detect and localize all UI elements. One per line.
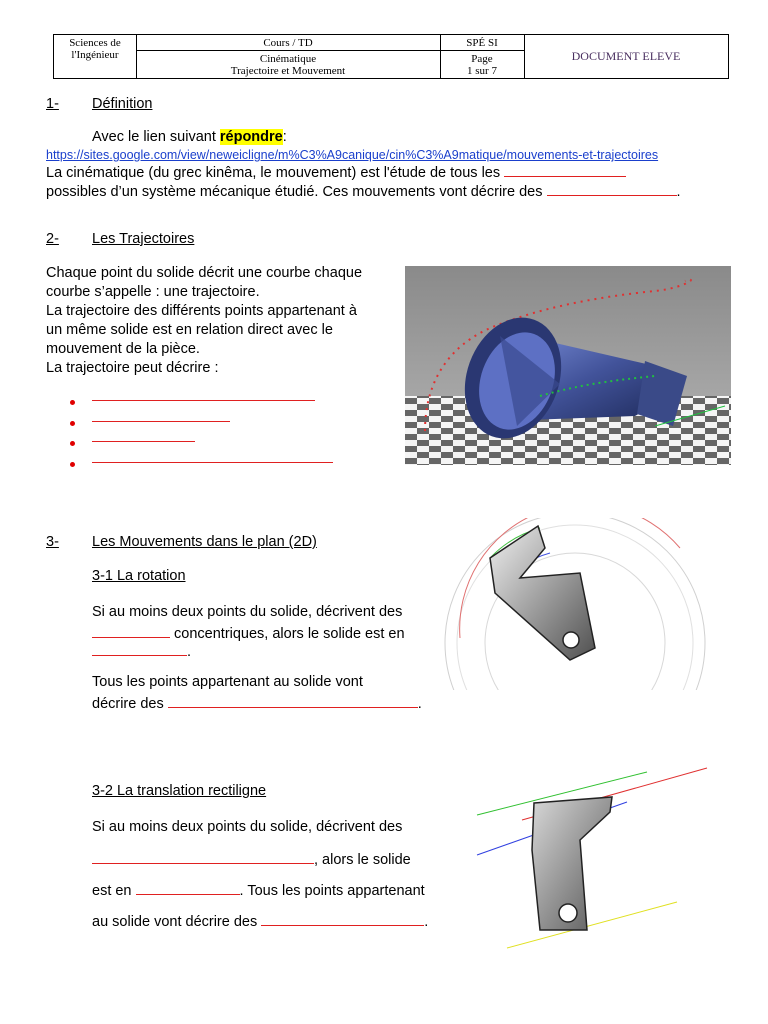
bullet [70, 441, 75, 446]
trajectory-text: Chaque point du solide décrit une courbe chaque courbe s’appelle : une trajectoire. La trajectoire des différents points appartenant à un même solide est en relation direct avec le mouvement de la pièce. La trajectoire peut décrire : [46, 265, 363, 376]
header-cours-td: Cours / TD [263, 37, 313, 49]
rotation-line2: concentriques, alors le solide est en [92, 623, 405, 644]
answer-blank[interactable] [504, 162, 626, 177]
header-page: Page 1 sur 7 [467, 53, 497, 77]
answer-blank[interactable] [92, 849, 314, 864]
bullet [70, 400, 75, 405]
answer-blank[interactable] [168, 693, 418, 708]
answer-blank[interactable] [92, 421, 230, 422]
section3-title: Les Mouvements dans le plan (2D) [92, 534, 317, 550]
header-spe: SPÉ SI [466, 37, 498, 49]
cone-trajectory-image [405, 266, 731, 465]
resource-link[interactable]: https://sites.google.com/view/neweicligne/m%C3%A9canique/cin%C3%A9matique/mouvements-et-trajectoires [46, 148, 659, 162]
bullet [70, 421, 75, 426]
answer-blank[interactable] [92, 400, 315, 401]
highlight-repondre: répondre [219, 129, 283, 145]
translation-line2: , alors le solide [92, 849, 411, 870]
answer-blank[interactable] [261, 911, 424, 926]
section1-line1: La cinématique (du grec kinêma, le mouvement) est l'étude de tous les [46, 162, 626, 183]
section1-line2: possibles d’un système mécanique étudié. Ces mouvements vont décrire des . [46, 181, 681, 202]
section1-title: Définition [92, 96, 153, 112]
translation-image [462, 760, 722, 960]
bullet [70, 462, 75, 467]
section2-title: Les Trajectoires [92, 231, 195, 247]
rotation-title: 3-1 La rotation [92, 568, 186, 584]
translation-line1: Si au moins deux points du solide, décrivent des [92, 819, 403, 835]
rotation-line1: Si au moins deux points du solide, décrivent des [92, 604, 403, 620]
answer-blank[interactable] [92, 441, 195, 442]
header-subject: Cinématique Trajectoire et Mouvement [230, 53, 346, 77]
translation-title: 3-2 La translation rectiligne [92, 783, 267, 799]
header-table [53, 34, 729, 79]
answer-blank[interactable] [547, 181, 677, 196]
rotation-line5: décrire des . [92, 693, 422, 714]
rotation-line4: Tous les points appartenant au solide vont [92, 674, 363, 690]
answer-blank[interactable] [92, 623, 170, 638]
translation-line4: au solide vont décrire des . [92, 911, 428, 932]
answer-blank[interactable] [136, 880, 240, 895]
header-doc-type: DOCUMENT ELEVE [571, 49, 681, 63]
rotation-line3: . [92, 641, 191, 662]
rotation-image [440, 518, 730, 690]
answer-blank[interactable] [92, 641, 187, 656]
section1-number: 1- [46, 96, 59, 112]
answer-blank[interactable] [92, 462, 333, 463]
section2-number: 2- [46, 231, 59, 247]
section3-number: 3- [46, 534, 59, 550]
header-discipline: Sciences de l'Ingénieur [69, 37, 121, 61]
section1-intro: Avec le lien suivant répondre: [92, 129, 287, 145]
translation-line3: est en . Tous les points appartenant [92, 880, 425, 901]
